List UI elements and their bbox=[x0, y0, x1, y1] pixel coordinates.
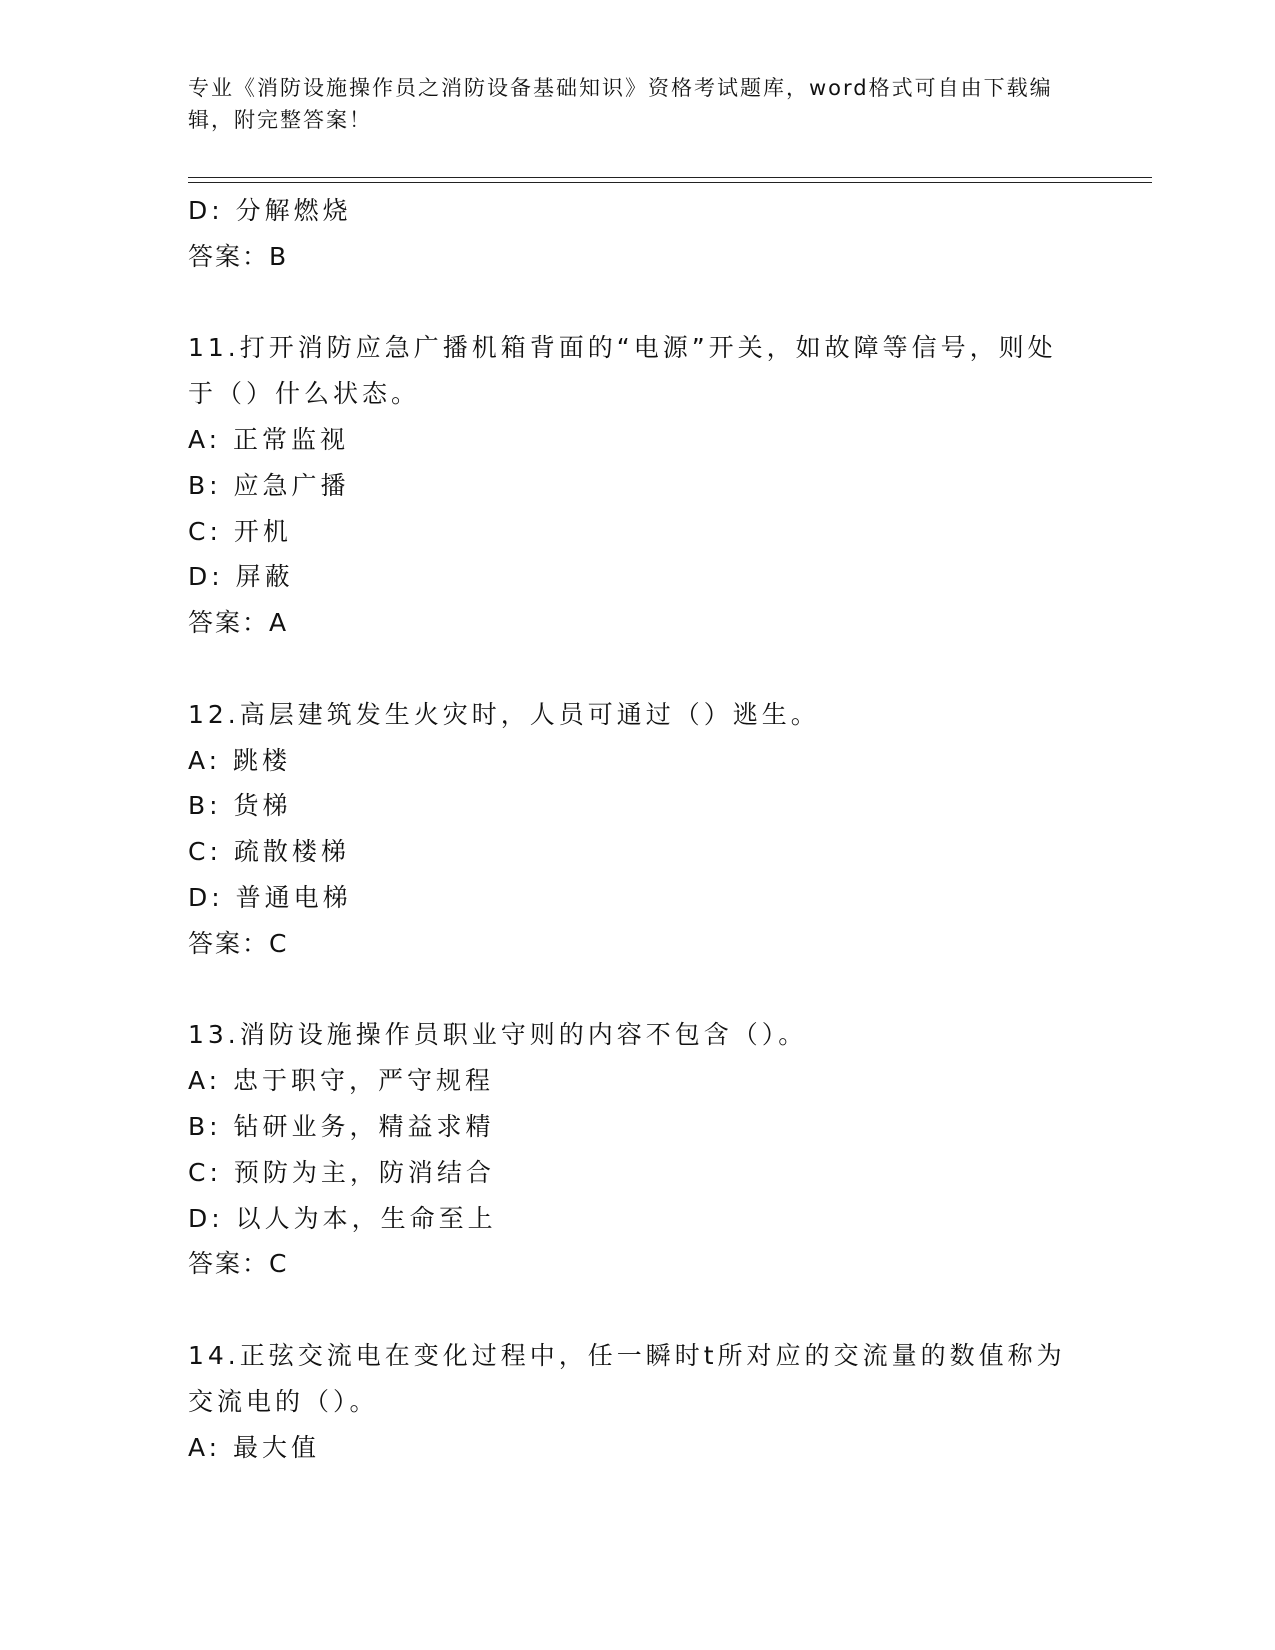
option-b: B: 货梯 bbox=[188, 791, 292, 821]
answer-line: 答案：B bbox=[188, 241, 289, 271]
header-divider-bottom bbox=[188, 182, 1152, 183]
question-stem: 11.打开消防应急广播机箱背面的“电源”开关，如故障等信号，则处 bbox=[188, 333, 1057, 363]
question-list bbox=[188, 188, 1088, 1470]
option-c: C: 开机 bbox=[188, 516, 292, 546]
question-stem: 13.消防设施操作员职业守则的内容不包含（）。 bbox=[188, 1020, 808, 1050]
option-d: D: 以人为本，生命至上 bbox=[188, 1203, 497, 1233]
question-stem: 14.正弦交流电在变化过程中，任一瞬时t所对应的交流量的数值称为 bbox=[188, 1340, 1066, 1370]
option-d: D: 屏蔽 bbox=[188, 562, 294, 592]
question-stem-continued: 于（）什么状态。 bbox=[188, 379, 421, 409]
header-divider-top bbox=[188, 177, 1152, 178]
option-a: A: 最大值 bbox=[188, 1432, 321, 1462]
question-stem-continued: 交流电的（）。 bbox=[188, 1386, 379, 1416]
option-b: B: 应急广播 bbox=[188, 470, 350, 500]
option-a: A: 正常监视 bbox=[188, 424, 350, 454]
answer-line: 答案：A bbox=[188, 608, 289, 638]
option-d: D: 分解燃烧 bbox=[188, 196, 352, 225]
option-a: A: 跳楼 bbox=[188, 745, 292, 775]
document-header: 专业《消防设施操作员之消防设备基础知识》资格考试题库，word格式可自由下载编辑，附完整答案！ bbox=[188, 76, 1053, 132]
option-b: B: 钻研业务，精益求精 bbox=[188, 1111, 495, 1141]
option-c: C: 预防为主，防消结合 bbox=[188, 1157, 495, 1187]
option-d: D: 普通电梯 bbox=[188, 882, 352, 912]
option-c: C: 疏散楼梯 bbox=[188, 837, 350, 867]
answer-line: 答案：C bbox=[188, 1249, 289, 1279]
option-a: A: 忠于职守，严守规程 bbox=[188, 1066, 495, 1096]
answer-line: 答案：C bbox=[188, 928, 289, 958]
question-stem: 12.高层建筑发生火灾时，人员可通过（）逃生。 bbox=[188, 699, 820, 729]
